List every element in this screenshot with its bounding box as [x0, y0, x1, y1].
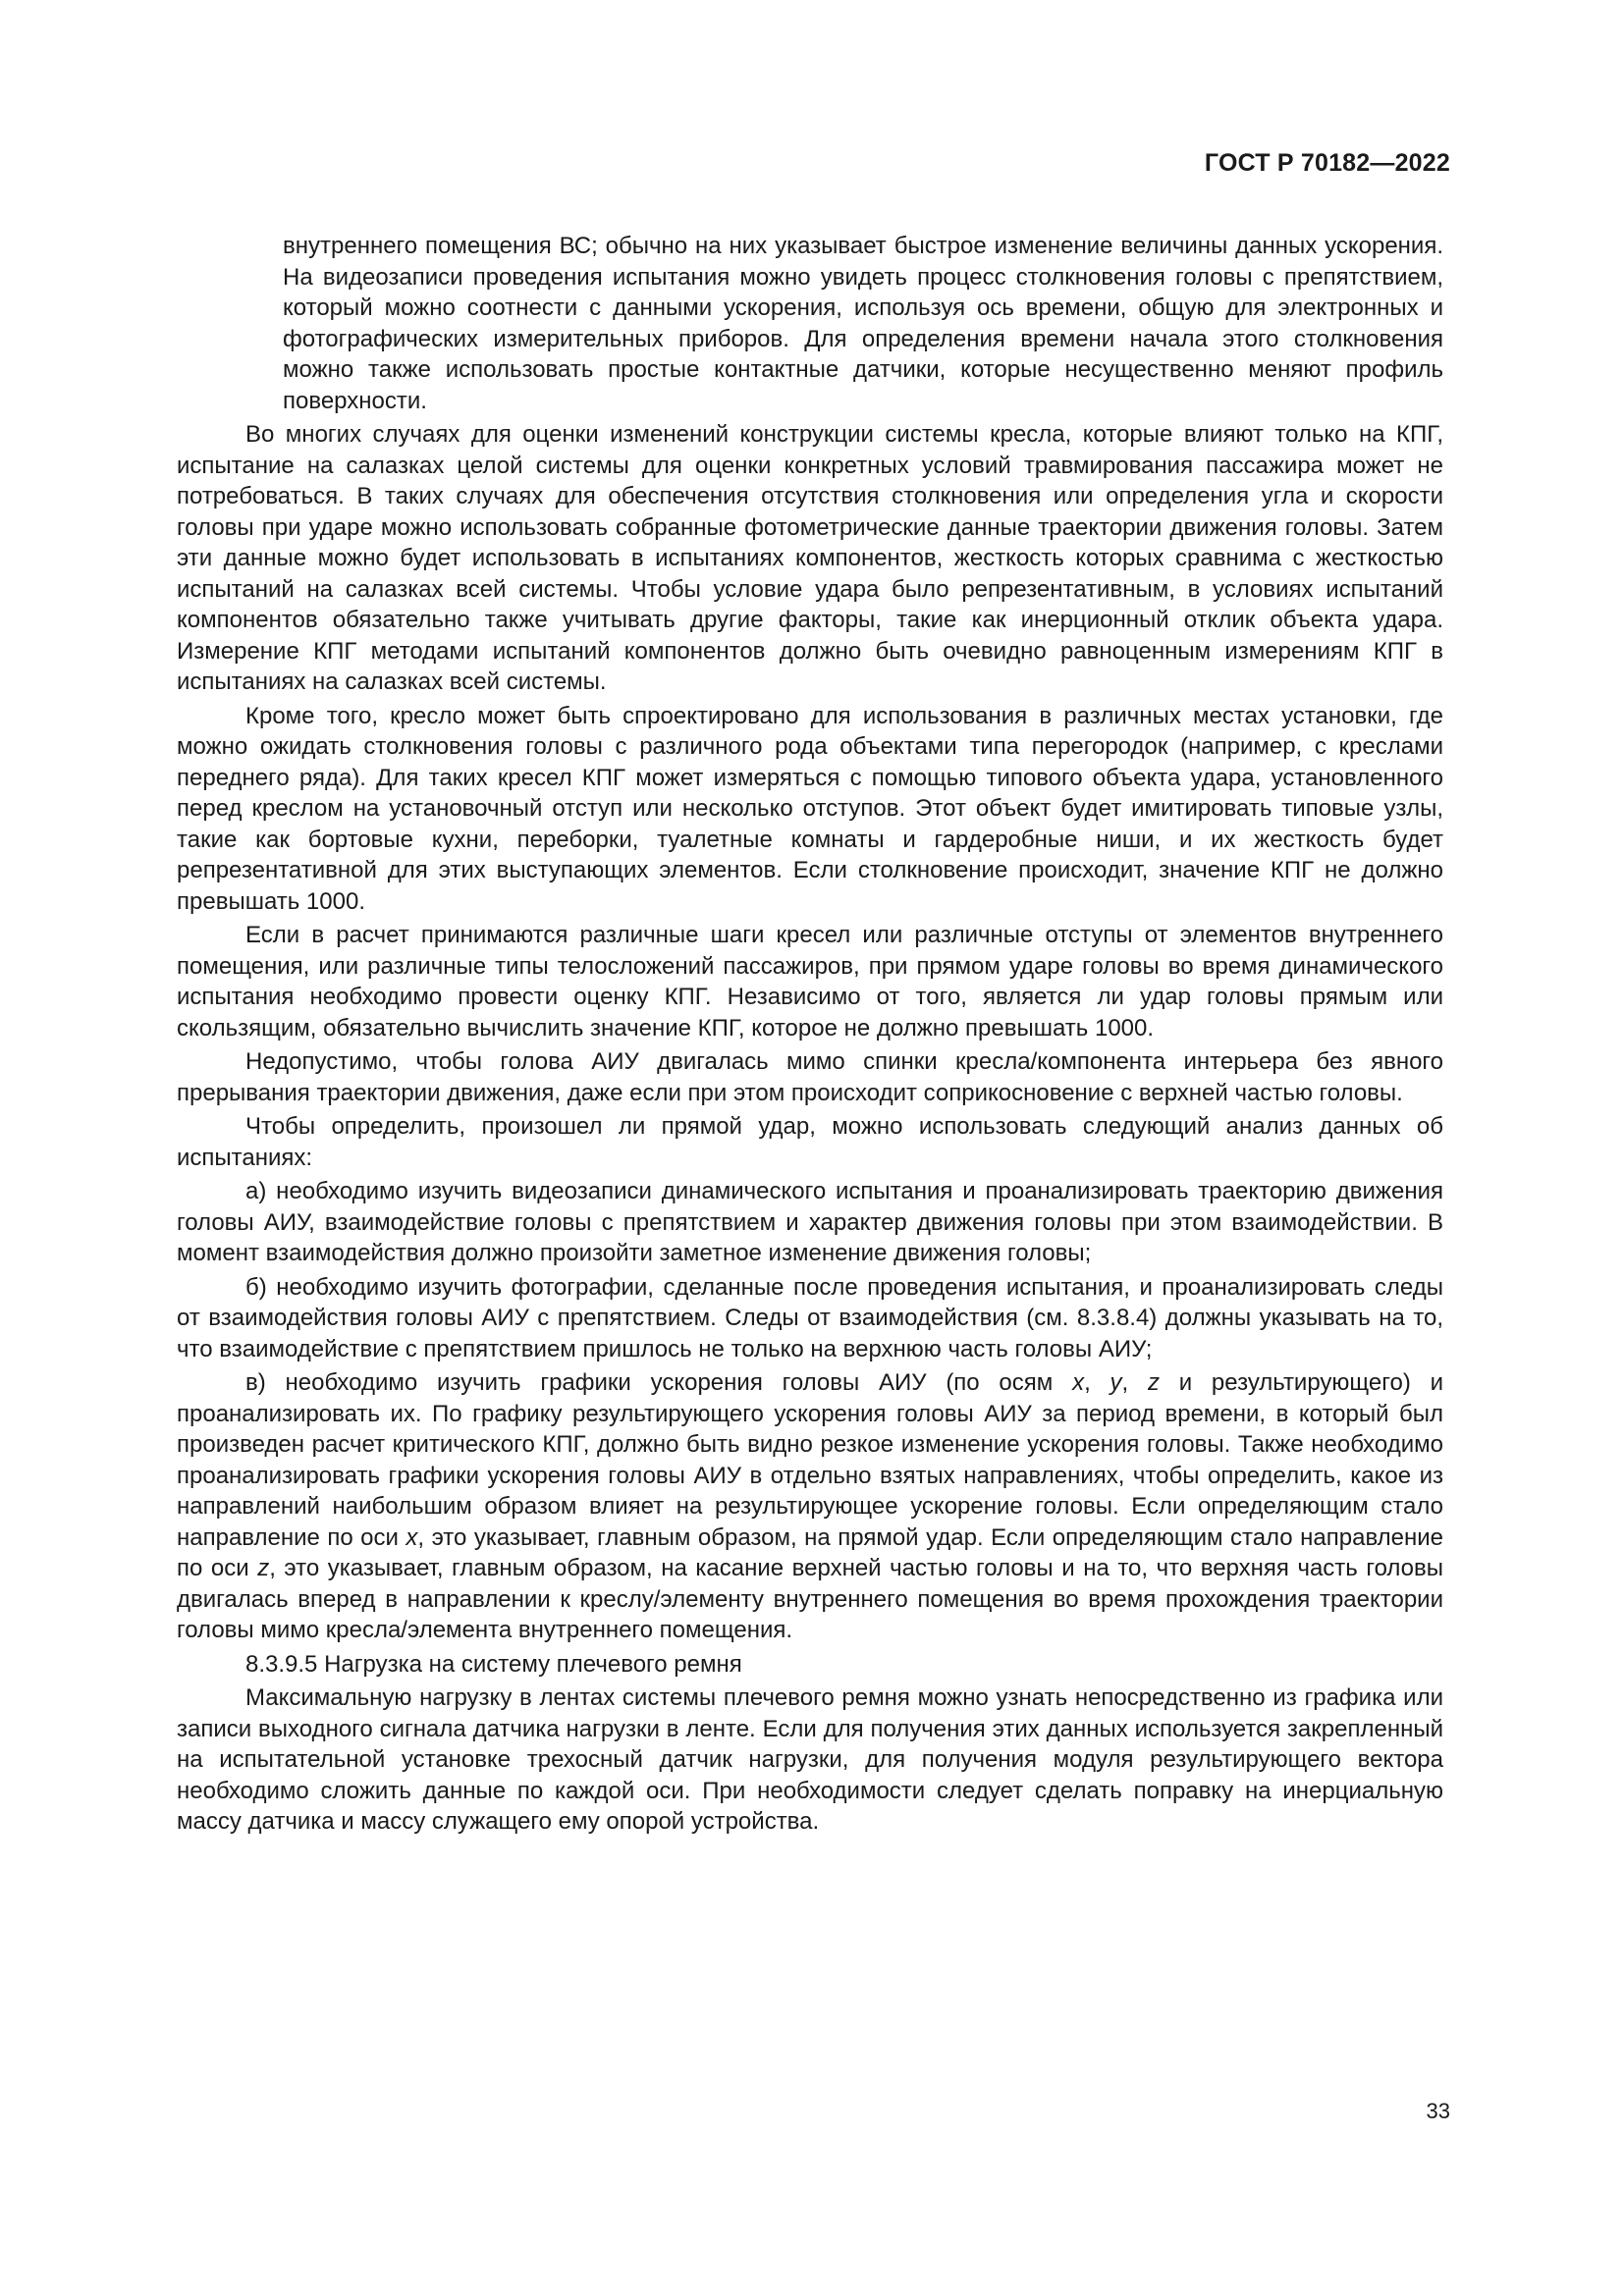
paragraph-continued: внутреннего помещения ВС; обычно на них указывает быстрое изменение величины данных ускорения. На видеозаписи проведения испытания можно увидеть процесс столкновения головы с препятствием, который можно соотнести с данными ускорения, используя ось времени, общую для электронных и фотографических измерительных приборов. Для определения времени начала этого столкновения можно также использовать простые контактные датчики, которые несущественно меняют профиль поверхности.: [283, 233, 1443, 414]
list-item-b: б) необходимо изучить фотографии, сделанные после проведения испытания, и проанализировать следы от взаимодействия головы АИУ с препятствием. Следы от взаимодействия (см. 8.3.8.4) должны указывать на то, что взаимодействие с препятствием пришлось не только на верхнюю часть головы АИУ;: [177, 1273, 1443, 1362]
list-item-v-text-4: , это указывает, главным образом, на касание верхней частью головы и на то, что верхняя часть головы двигалась вперед в направлении к креслу/элементу внутреннего помещения во время прохождения траектории головы мимо кресла/элемента внутреннего помещения.: [177, 1555, 1444, 1643]
separator: ,: [1084, 1369, 1110, 1396]
separator: ,: [1121, 1369, 1148, 1396]
list-item-v-text-1: в) необходимо изучить графики ускорения головы АИУ (по осям: [245, 1369, 1073, 1396]
list-item-a: а) необходимо изучить видеозаписи динамического испытания и проанализировать траекторию движения головы АИУ, взаимодействие головы с препятствием и характер движения головы при этом взаимодействии. В момент взаимодействия должно произойти заметное изменение движения головы;: [177, 1178, 1443, 1266]
list-item-v-text-3: , это указывает, главным образом, на прямой удар. Если определяющим стало направление по оси: [177, 1523, 1443, 1581]
paragraph-seat-pitch: Если в расчет принимаются различные шаги кресел или различные отступы от элементов внутреннего помещения, или различные типы телосложений пассажиров, при прямом ударе головы во время динамического испытания необходимо провести оценку КПГ. Независимо от того, является ли удар головы прямым или скользящим, обязательно вычислить значение КПГ, которое не должно превышать 1000.: [177, 922, 1443, 1041]
axis-x-label: x: [1072, 1369, 1085, 1396]
section-body: Максимальную нагрузку в лентах системы плечевого ремня можно узнать непосредственно из графика или записи выходного сигнала датчика нагрузки в ленте. Если для получения этих данных используется закрепленный на испытательной установке трехосный датчик нагрузки, для получения модуля результирующего вектора необходимо сложить данные по каждой оси. При необходимости следует сделать поправку на инерциальную массу датчика и массу служащего ему опорой устройства.: [177, 1684, 1443, 1835]
document-code: ГОСТ Р 70182—2022: [1204, 149, 1450, 177]
document-body: [177, 231, 1443, 1841]
axis-z-label: z: [1147, 1369, 1160, 1396]
list-item-v-text-2: и результирующего) и проанализировать их. По графику результирующего ускорения головы АИУ за период времени, в который был произведен расчет критического КПГ, должно быть видно резкое изменение ускорения головы. Также необходимо проанализировать графики ускорения головы АИУ в отдельно взятых направлениях, чтобы определить, какое из направлений наибольшим образом влияет на результирующее ускорение головы. Если определяющим стало направление по оси: [177, 1369, 1443, 1551]
page-number: 33: [1426, 2099, 1450, 2123]
section-heading: 8.3.9.5 Нагрузка на систему плечевого ремня: [245, 1650, 742, 1678]
paragraph-seat-installation: Кроме того, кресло может быть спроектировано для использования в различных местах установки, где можно ожидать столкновения головы с различного рода объектами типа перегородок (например, с креслами переднего ряда). Для таких кресел КПГ может измеряться с помощью типового объекта удара, установленного перед креслом на установочный отступ или несколько отступов. Этот объект будет имитировать типовые узлы, такие как бортовые кухни, переборки, туалетные комнаты и гардеробные ниши, и их жесткость будет репрезентативной для этих выступающих элементов. Если столкновение происходит, значение КПГ не должно превышать 1000.: [177, 702, 1443, 915]
axis-x-label: x: [406, 1523, 418, 1551]
axis-z-label: z: [257, 1555, 270, 1581]
paragraph-unacceptable: Недопустимо, чтобы голова АИУ двигалась мимо спинки кресла/компонента интерьера без явного прерывания траектории движения, даже если при этом происходит соприкосновение с верхней частью головы.: [177, 1048, 1443, 1106]
paragraph-direct-impact-analysis: Чтобы определить, произошел ли прямой удар, можно использовать следующий анализ данных об испытаниях:: [177, 1113, 1443, 1171]
paragraph-kpg-components: Во многих случаях для оценки изменений конструкции системы кресла, которые влияют только на КПГ, испытание на салазках целой системы для оценки конкретных условий травмирования пассажира может не потребоваться. В таких случаях для обеспечения отсутствия столкновения или определения угла и скорости головы при ударе можно использовать собранные фотометрические данные траектории движения головы. Затем эти данные можно будет использовать в испытаниях компонентов, жесткость которых сравнима с жесткостью испытаний на салазках всей системы. Чтобы условие удара было репрезентативным, в условиях испытаний компонентов обязательно также учитывать другие факторы, такие как инерционный отклик объекта удара. Измерение КПГ методами испытаний компонентов должно быть очевидно равноценным измерениям КПГ в испытаниях на салазках всей системы.: [177, 421, 1443, 695]
axis-y-label: y: [1110, 1369, 1122, 1396]
list-item-v: [177, 1367, 1443, 1646]
